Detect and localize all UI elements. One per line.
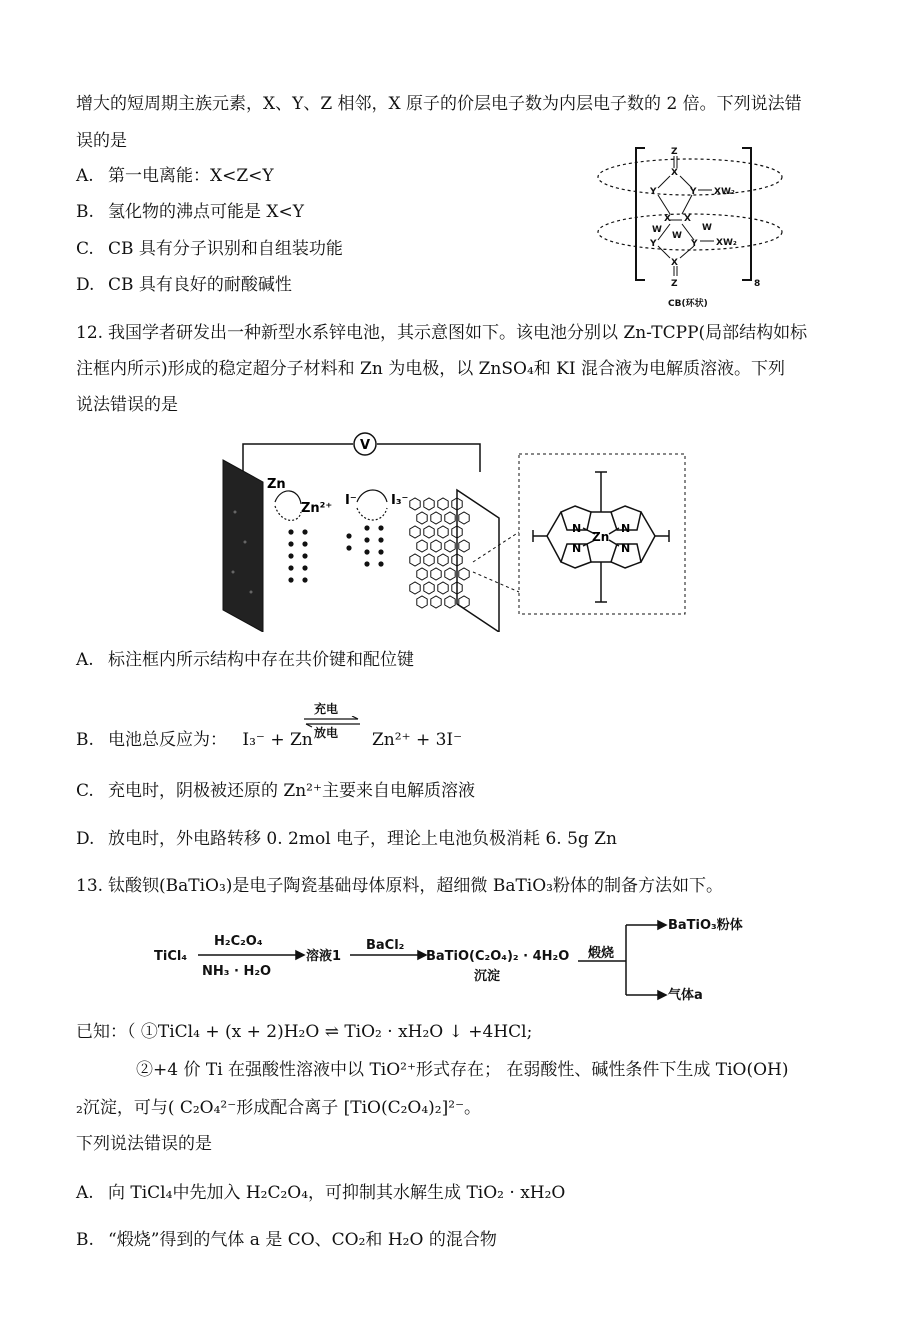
ion-dot — [364, 561, 369, 566]
ion-dot — [288, 541, 293, 546]
reaction-arrow — [275, 491, 301, 504]
ion-dot — [302, 577, 307, 582]
zn-center-label: Zn — [592, 530, 610, 544]
option-text: 充电时，阴极被还原的 Zn²⁺主要来自电解质溶液 — [108, 781, 475, 801]
ion-dot — [378, 537, 383, 542]
ion-dot — [346, 545, 351, 550]
ion-dot — [378, 549, 383, 554]
lattice-hexagon — [417, 540, 427, 552]
lattice-hexagon — [438, 498, 448, 510]
lattice-hexagon — [417, 512, 427, 524]
lattice-hexagon — [445, 512, 455, 524]
lattice-hexagon — [445, 596, 455, 608]
q12-option-b — [76, 728, 313, 752]
triiodide-label: I₃⁻ — [391, 493, 409, 508]
reaction-arrow — [275, 506, 301, 520]
zn2-label: Zn²⁺ — [301, 501, 333, 516]
zinc-electrode — [223, 460, 263, 632]
q13-question: 下列说法错误的是 — [76, 1134, 212, 1154]
question-number: 13. — [76, 876, 104, 896]
ion-dot — [288, 529, 293, 534]
option-text: 氢化物的沸点可能是 X<Y — [108, 202, 304, 222]
option-letter: D. — [76, 275, 95, 295]
zn-label: Zn — [267, 477, 286, 492]
ion-dot — [288, 553, 293, 558]
lattice-hexagon — [424, 582, 434, 594]
equation-left: I₃⁻ + Zn — [242, 730, 313, 750]
q12-stem-line2: 注框内所示)形成的稳定超分子材料和 Zn 为电极，以 ZnSO₄和 KI 混合液为电解质溶液。下列 — [76, 359, 785, 379]
ion-dot — [288, 565, 293, 570]
reaction-arrow — [357, 508, 387, 520]
q11-option-a — [76, 164, 274, 188]
cb-subscript: 8 — [754, 279, 761, 289]
ion-dot — [288, 577, 293, 582]
atom-label: Y — [690, 187, 697, 197]
q13-known-1: 已知：（ ①TiCl₄ + (x + 2)H₂O ⇌ TiO₂ · xH₂O ↓ +4HCl; — [76, 1022, 533, 1042]
option-text: 向 TiCl₄中先加入 H₂C₂O₄，可抑制其水解生成 TiO₂ · xH₂O — [108, 1183, 566, 1203]
option-letter: C. — [76, 781, 94, 801]
lattice-hexagon — [431, 568, 441, 580]
option-letter: B. — [76, 730, 94, 750]
lattice-hexagon — [410, 526, 420, 538]
ion-dot — [364, 549, 369, 554]
equilibrium-arrow — [302, 700, 362, 740]
ion-dot — [302, 553, 307, 558]
reaction-arrow — [357, 490, 387, 502]
q11-stem-line2: 误的是 — [76, 131, 127, 151]
equation-right: Zn²⁺ + 3I⁻ — [372, 730, 463, 750]
option-text: 放电时，外电路转移 0. 2mol 电子，理论上电池负极消耗 6. 5g Zn — [108, 829, 617, 849]
ion-dot — [346, 533, 351, 538]
lattice-hexagon — [410, 582, 420, 594]
atom-label: Z — [671, 147, 678, 157]
lattice-hexagon — [445, 568, 455, 580]
lattice-hexagon — [438, 554, 448, 566]
ion-dot — [302, 565, 307, 570]
option-text: “煅烧”得到的气体 a 是 CO、CO₂和 H₂O 的混合物 — [108, 1230, 497, 1250]
atom-label: XW₂ — [716, 238, 737, 248]
ion-dot — [302, 541, 307, 546]
flow-out2: 气体a — [668, 988, 703, 1003]
q13-option-b — [76, 1228, 497, 1252]
flow-out1: BaTiO₃粉体 — [668, 918, 743, 933]
ion-dot — [378, 561, 383, 566]
lattice-hexagon — [431, 596, 441, 608]
n-label: N — [572, 542, 582, 555]
lattice-hexagon — [424, 526, 434, 538]
flow-reagent1-bottom: NH₃ · H₂O — [202, 964, 272, 979]
option-letter: C. — [76, 239, 94, 259]
atom-label: X — [664, 214, 671, 224]
lattice-hexagon — [410, 498, 420, 510]
tcpp-electrode — [457, 490, 499, 632]
cb-structure-figure — [590, 140, 790, 312]
option-text: 标注框内所示结构中存在共价键和配位键 — [108, 650, 414, 670]
voltmeter-label: V — [360, 438, 371, 453]
q12-stem-line3: 说法错误的是 — [76, 395, 178, 415]
atom-label: W — [652, 225, 662, 235]
atom-label: Z — [671, 279, 678, 289]
q11-option-b — [76, 200, 304, 224]
ion-dot — [364, 537, 369, 542]
option-letter: A. — [76, 1183, 94, 1203]
atom-label: W — [672, 231, 682, 241]
q11-stem-line1: 增大的短周期主族元素，X、Y、Z 相邻，X 原子的价层电子数为内层电子数的 2 倍。下列说法错 — [76, 94, 802, 114]
lattice-hexagon — [431, 540, 441, 552]
option-text: 第一电离能：X<Z<Y — [108, 166, 274, 186]
stem-text: 我国学者研发出一种新型水系锌电池，其示意图如下。该电池分别以 Zn-TCPP(局部结构如标 — [108, 323, 808, 343]
flow-diagram — [150, 905, 790, 1005]
option-text: 电池总反应为： — [108, 730, 227, 750]
flow-reagent1-top: H₂C₂O₄ — [214, 934, 263, 949]
atom-label: Y — [691, 239, 698, 249]
option-letter: A. — [76, 166, 94, 186]
lattice-hexagon — [438, 582, 448, 594]
option-letter: B. — [76, 1230, 94, 1250]
option-letter: B. — [76, 202, 94, 222]
iodide-label: I⁻ — [345, 493, 357, 508]
lattice-hexagon — [445, 540, 455, 552]
q11-option-c — [76, 237, 343, 261]
atom-label: X — [684, 214, 691, 224]
n-label: N — [572, 522, 582, 535]
lattice-hexagon — [410, 554, 420, 566]
q12-stem-line1 — [76, 321, 807, 345]
atom-label: Y — [650, 239, 657, 249]
lattice-hexagon — [459, 512, 469, 524]
lattice-hexagon — [424, 498, 434, 510]
q12-option-c — [76, 779, 475, 803]
lattice-hexagon — [438, 526, 448, 538]
q13-option-a — [76, 1181, 565, 1205]
battery-figure — [215, 432, 690, 632]
lattice — [410, 498, 469, 608]
option-text: CB 具有分子识别和自组装功能 — [108, 239, 343, 259]
ion-dot — [302, 529, 307, 534]
atom-label: XW₂ — [714, 187, 735, 197]
atom-label: W — [702, 223, 712, 233]
cb-caption: CB(环状) — [668, 299, 708, 309]
option-letter: A. — [76, 650, 94, 670]
question-number: 12. — [76, 323, 104, 343]
lattice-hexagon — [431, 512, 441, 524]
atom-label: Y — [650, 187, 657, 197]
n-label: N — [621, 522, 631, 535]
q12-option-a — [76, 648, 414, 672]
flow-step: 煅烧 — [588, 946, 615, 961]
discharge-label: 放电 — [314, 726, 339, 740]
ion-dot — [378, 525, 383, 530]
q13-known-3: ₂沉淀，可与( C₂O₄²⁻形成配合离子 [TiO(C₂O₄)₂]²⁻。 — [76, 1098, 482, 1118]
flow-mid1: 溶液1 — [306, 949, 342, 964]
lattice-hexagon — [459, 540, 469, 552]
n-label: N — [621, 542, 631, 555]
q13-stem — [76, 874, 723, 898]
lattice-hexagon — [459, 596, 469, 608]
q12-option-d — [76, 827, 617, 851]
charge-label: 充电 — [314, 702, 339, 716]
lattice-hexagon — [417, 596, 427, 608]
atom-label: X — [671, 168, 678, 178]
ion-dots — [288, 525, 383, 582]
lattice-hexagon — [459, 568, 469, 580]
option-letter: D. — [76, 829, 95, 849]
flow-mid2-note: 沉淀 — [474, 969, 501, 984]
lattice-hexagon — [424, 554, 434, 566]
atom-label: X — [671, 258, 678, 268]
lattice-hexagon — [417, 568, 427, 580]
option-text: CB 具有良好的耐酸碱性 — [108, 275, 292, 295]
flow-reagent2: BaCl₂ — [366, 938, 405, 953]
ion-dot — [364, 525, 369, 530]
flow-mid2: BaTiO(C₂O₄)₂ · 4H₂O — [426, 949, 570, 964]
q11-option-d — [76, 273, 292, 297]
flow-start: TiCl₄ — [154, 949, 188, 964]
q13-known-2: ②+4 价 Ti 在强酸性溶液中以 TiO²⁺形式存在； 在弱酸性、碱性条件下生成 TiO(OH) — [136, 1060, 789, 1080]
stem-text: 钛酸钡(BaTiO₃)是电子陶瓷基础母体原料，超细微 BaTiO₃粉体的制备方法如下。 — [108, 876, 723, 896]
